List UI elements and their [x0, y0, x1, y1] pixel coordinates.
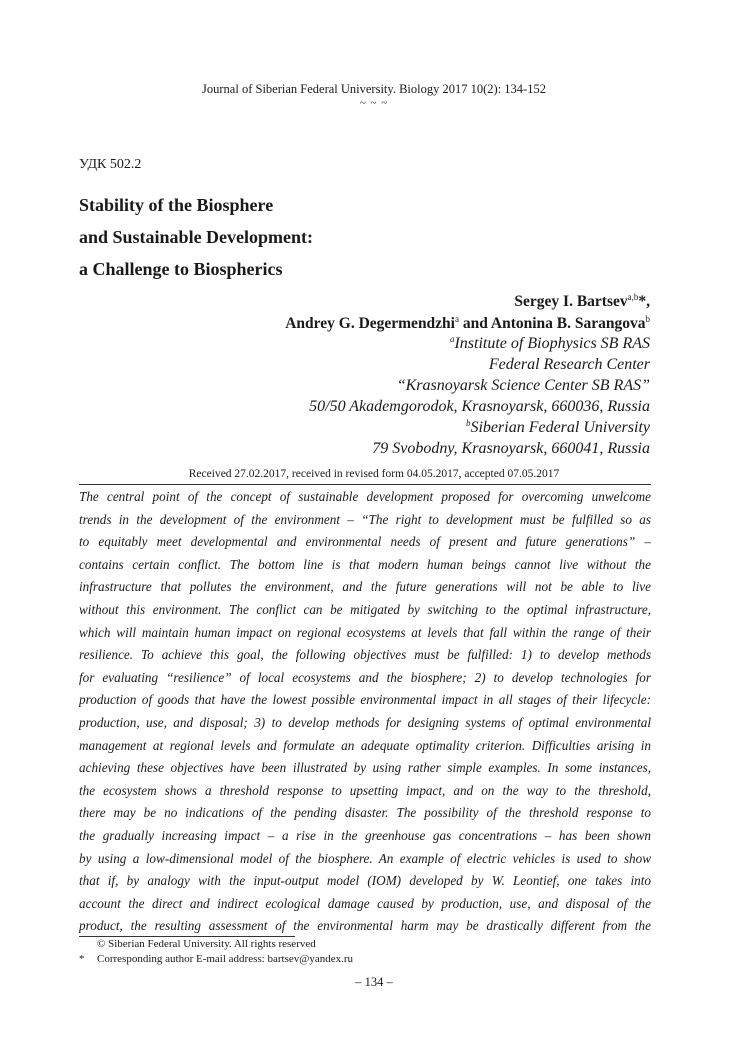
received-dates: Received 27.02.2017, received in revised form 04.05.2017, accepted 07.05.2017	[188, 468, 560, 480]
affiliation-marker: a	[449, 334, 455, 344]
affiliation-marker: b	[645, 314, 650, 324]
journal-header: Journal of Siberian Federal University. Biology 2017 10(2): 134-152	[202, 82, 546, 96]
abstract-line: account the direct and indirect ecological damage caused by production, use, and disposal of the	[79, 895, 651, 911]
corresponding-marker: *,	[638, 293, 650, 310]
title-line: Stability of the Biosphere	[79, 195, 274, 215]
corresponding-email: Corresponding author E-mail address: bartsev@yandex.ru	[97, 953, 354, 965]
affiliation-line: 50/50 Akademgorodok, Krasnoyarsk, 660036, Russia	[309, 398, 650, 415]
abstract-line: that if, by analogy with the input-output model (IOM) developed by W. Leontief, one takes into	[79, 873, 651, 889]
abstract-line: contains certain conflict. The bottom line is that modern human beings cannot live without the	[79, 556, 651, 572]
abstract-line: by using a low-dimensional model of the biosphere. An example of electric vehicles is used to show	[79, 850, 651, 866]
author-name: Sergey I. Bartsev	[514, 293, 628, 310]
abstract-line: without this environment. The conflict can be mitigated by switching to the optimal infrastructure,	[79, 601, 651, 617]
footnote-divider	[79, 936, 295, 937]
abstract-line: achieving these objectives have been illustrated by using rather simple examples. In some instances,	[79, 760, 651, 776]
affiliations	[309, 333, 650, 459]
abstract-line: production, use, and disposal; 3) to develop methods for designing systems of optimal environmental	[79, 714, 651, 730]
abstract	[79, 486, 651, 938]
copyright-footnote: © Siberian Federal University. All rights reserved	[97, 938, 316, 950]
page-number: – 134 –	[355, 975, 393, 989]
affiliation-marker: a,b	[627, 292, 639, 302]
abstract-divider	[79, 484, 651, 485]
abstract-line: there may be no indications of the pending disaster. The possibility of the threshold response to	[79, 805, 651, 821]
abstract-line: resilience. To achieve this goal, the following objectives must be fulfilled: 1) to develop methods	[79, 647, 651, 663]
abstract-line: trends in the development of the environment – “The right to development must be fulfilled so as	[79, 511, 651, 527]
affiliation-marker: a	[455, 314, 459, 324]
title-line: a Challenge to Biospherics	[79, 259, 283, 279]
abstract-line: infrastructure that pollutes the environment, and the future generations will not be able to live	[79, 579, 651, 595]
affiliation-line	[309, 333, 650, 354]
footnote-marker: *	[79, 953, 85, 965]
affiliation-line: “Krasnoyarsk Science Center SB RAS”	[396, 377, 650, 394]
author-list	[285, 291, 650, 335]
author-line-2	[285, 313, 650, 335]
corresponding-footnote	[79, 953, 353, 966]
affiliation-marker: b	[465, 418, 471, 428]
affiliation-line: 79 Svobodny, Krasnoyarsk, 660041, Russia	[372, 440, 650, 457]
affiliation-text: Institute of Biophysics SB RAS	[454, 335, 650, 352]
abstract-line: management at regional levels and formulate an adequate optimality criterion. Difficulties arising in	[79, 737, 651, 753]
affiliation-line	[309, 417, 650, 438]
author-line-1	[285, 291, 650, 313]
affiliation-text: Siberian Federal University	[470, 419, 650, 436]
abstract-line: product, the resulting assessment of the environmental harm may be drastically different from the	[79, 918, 651, 934]
abstract-line: production of goods that have the lowest possible environmental impact in all stages of their lifecycle:	[79, 692, 651, 708]
paper-title	[79, 189, 679, 285]
author-name: Andrey G. Degermendzhi	[285, 315, 455, 332]
abstract-line: to equitably meet developmental and environmental needs of present and future generations” –	[79, 534, 651, 550]
header-ornament: ~ ~ ~	[359, 97, 389, 109]
abstract-line: the gradually increasing impact – a rise in the greenhouse gas concentrations – has been shown	[79, 827, 651, 843]
abstract-line: which will maintain human impact on regional ecosystems at levels that fall within the range of their	[79, 624, 651, 640]
title-line: and Sustainable Development:	[79, 227, 314, 247]
abstract-line: for evaluating “resilience” of local ecosystems and the biosphere; 2) to develop technologies for	[79, 669, 651, 685]
author-name: and Antonina B. Sarangova	[459, 315, 646, 332]
affiliation-line: Federal Research Center	[488, 356, 650, 373]
abstract-line: The central point of the concept of sustainable development proposed for overcoming unwelcome	[79, 489, 651, 504]
abstract-line: the ecosystem shows a threshold response to upsetting impact, and on the way to the threshold,	[79, 782, 651, 798]
udk-code: УДК 502.2	[79, 157, 142, 172]
